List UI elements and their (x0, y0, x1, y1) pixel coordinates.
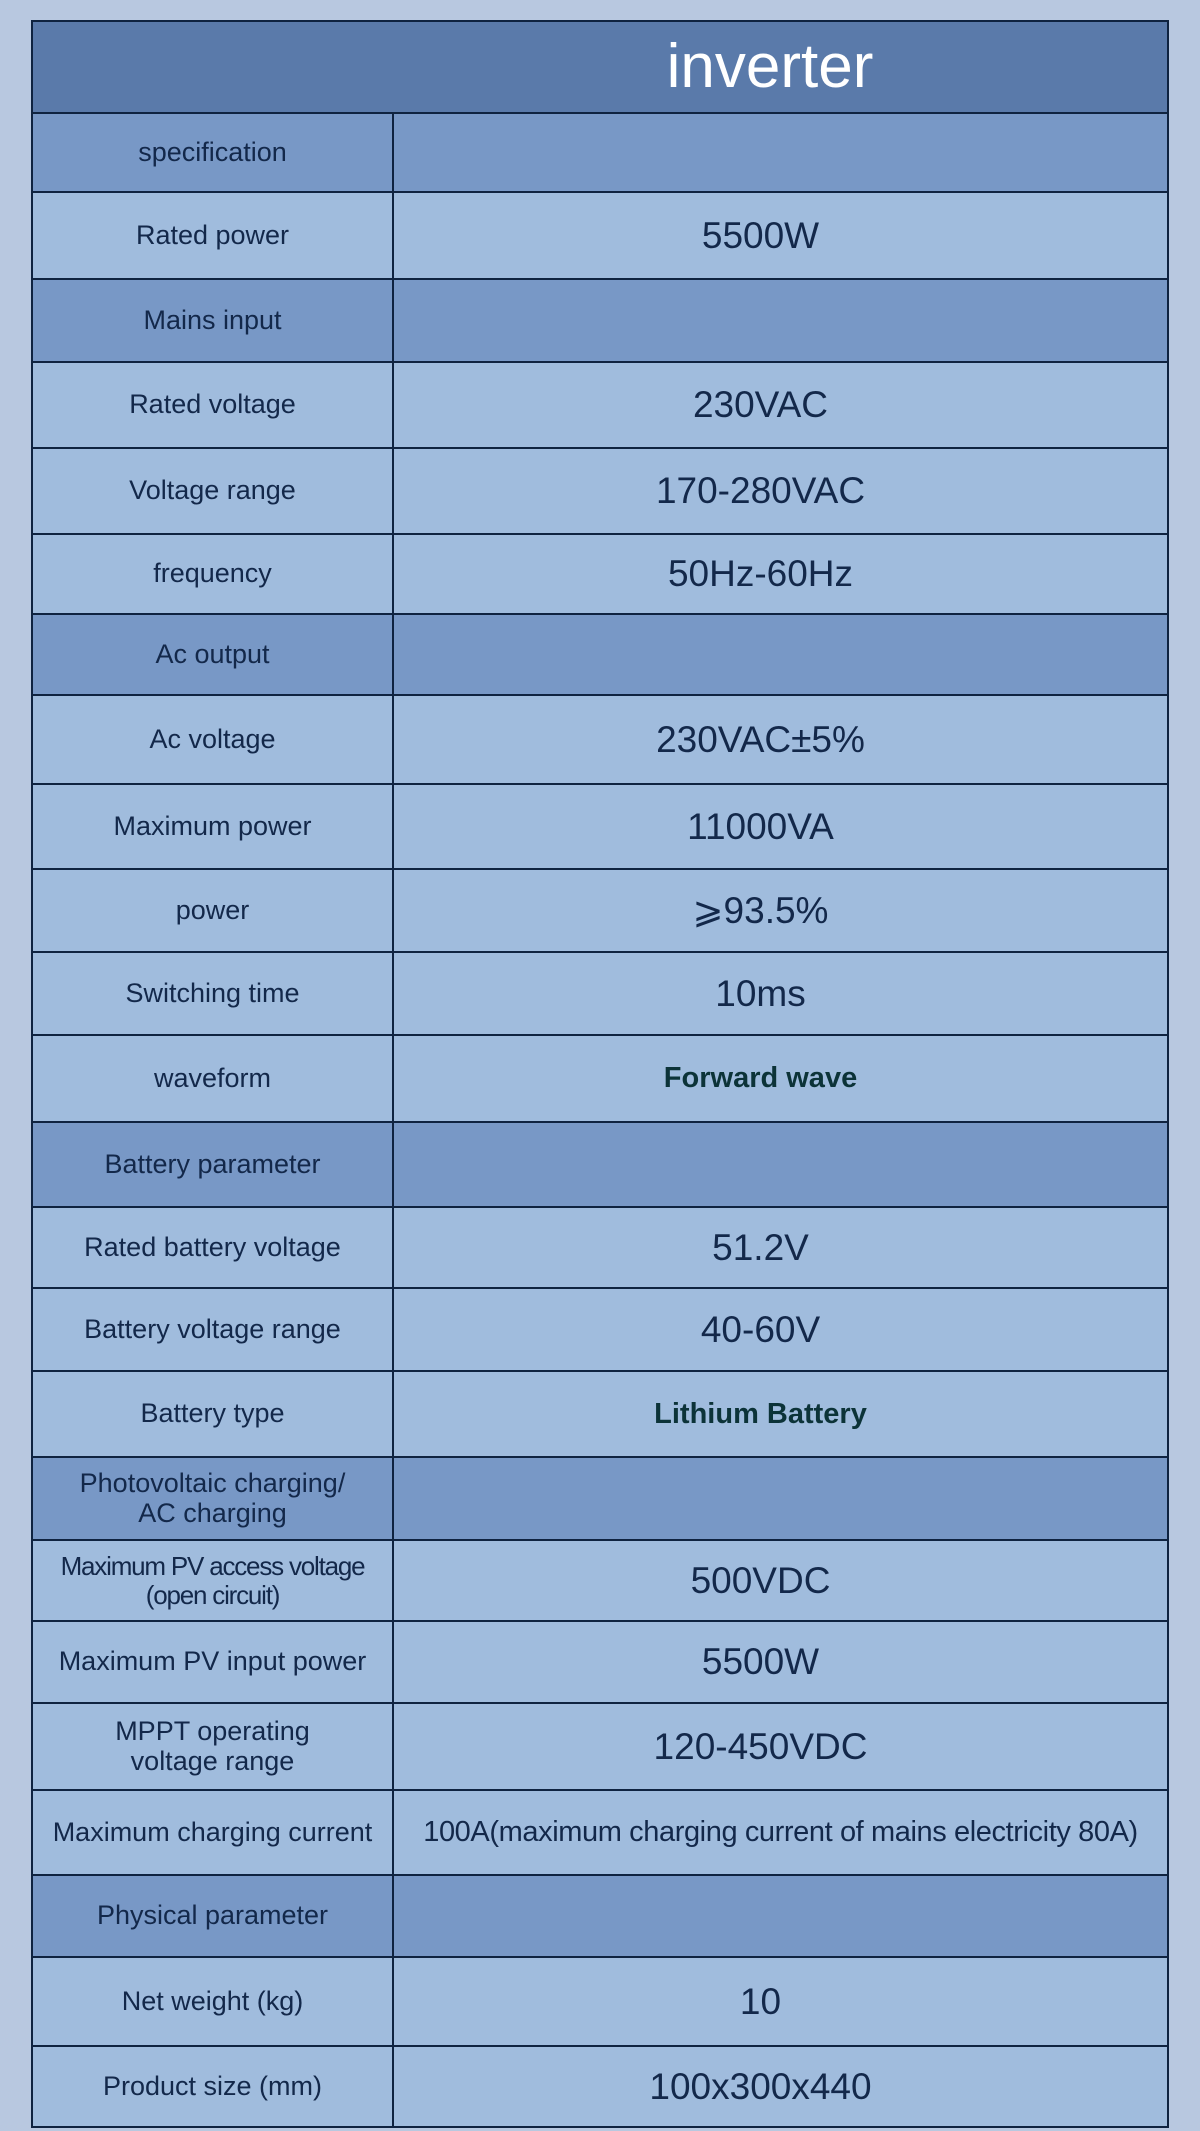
table-row-battery-type (33, 1372, 1167, 1458)
row-label: Rated voltage (33, 363, 394, 447)
row-value (394, 114, 1167, 191)
table-row-product-size (33, 2047, 1167, 2126)
row-label: frequency (33, 535, 394, 613)
row-value: Forward wave (663, 1062, 858, 1094)
table-row-battery-voltage-range (33, 1289, 1167, 1372)
table-row-voltage-range (33, 449, 1167, 535)
table-row-rated-battery-voltage (33, 1208, 1167, 1289)
row-value: ⩾93.5% (692, 890, 829, 931)
row-label: Battery type (33, 1372, 394, 1456)
row-label: power (33, 870, 394, 951)
row-label: Photovoltaic charging/ AC charging (33, 1458, 394, 1539)
table-row-power (33, 870, 1167, 953)
table-row-max-charging-current (33, 1791, 1167, 1876)
section-row-battery-parameter (33, 1123, 1167, 1208)
table-row-switching-time (33, 953, 1167, 1036)
row-value: Lithium Battery (654, 1397, 867, 1430)
row-value (394, 280, 1167, 361)
row-value: 10ms (715, 972, 806, 1014)
row-value: 5500W (701, 1641, 820, 1682)
table-row-max-pv-input-power (33, 1622, 1167, 1704)
row-value: 51.2V (712, 1226, 809, 1268)
row-value: 170-280VAC (655, 470, 866, 511)
row-value: 10 (739, 1980, 782, 2022)
table-row-waveform (33, 1036, 1167, 1123)
row-value: 230VAC±5% (656, 718, 865, 760)
row-label: Product size (mm) (33, 2047, 394, 2126)
row-label: Rated power (33, 193, 394, 278)
table-title: inverter (666, 32, 874, 101)
row-value (394, 1123, 1167, 1206)
table-row-maximum-power (33, 785, 1167, 870)
row-label: waveform (33, 1036, 394, 1121)
section-row-ac-output (33, 615, 1167, 696)
row-value: 500VDC (690, 1559, 831, 1601)
table-title-bar (33, 22, 1167, 114)
row-label: Battery parameter (33, 1123, 394, 1206)
table-row-ac-voltage (33, 696, 1167, 785)
row-value: 120-450VDC (653, 1725, 868, 1767)
row-value: 100A(maximum charging current of mains electricity 80A) (423, 1816, 1138, 1848)
section-row-specification (33, 114, 1167, 193)
row-label: Switching time (33, 953, 394, 1034)
row-label: Ac output (33, 615, 394, 694)
row-label: Maximum PV access voltage (open circuit) (33, 1541, 394, 1620)
row-label: MPPT operating voltage range (33, 1704, 394, 1789)
row-label: specification (33, 114, 394, 191)
table-row-rated-power (33, 193, 1167, 280)
row-value (394, 1458, 1167, 1539)
section-row-pv-ac-charging (33, 1458, 1167, 1541)
row-value (394, 615, 1167, 694)
table-row-mppt-voltage-range (33, 1704, 1167, 1791)
table-row-net-weight (33, 1958, 1167, 2047)
row-label: Voltage range (33, 449, 394, 533)
table-row-rated-voltage (33, 363, 1167, 449)
row-label: Mains input (33, 280, 394, 361)
table-row-frequency (33, 535, 1167, 615)
row-label: Physical parameter (33, 1876, 394, 1956)
row-label: Maximum PV input power (33, 1622, 394, 1702)
row-label: Ac voltage (33, 696, 394, 783)
row-value: 5500W (701, 214, 820, 256)
row-value: 100x300x440 (649, 2065, 872, 2107)
table-row-max-pv-access-voltage (33, 1541, 1167, 1622)
row-label: Maximum power (33, 785, 394, 868)
section-row-mains-input (33, 280, 1167, 363)
section-row-physical-parameter (33, 1876, 1167, 1958)
row-value: 230VAC (692, 384, 829, 425)
row-value: 11000VA (687, 805, 834, 847)
row-label: Maximum charging current (33, 1791, 394, 1874)
row-label: Net weight (kg) (33, 1958, 394, 2045)
spec-table (31, 20, 1169, 2128)
row-value: 50Hz-60Hz (667, 553, 854, 594)
row-label: Battery voltage range (33, 1289, 394, 1370)
row-value (394, 1876, 1167, 1956)
row-label: Rated battery voltage (33, 1208, 394, 1287)
row-value: 40-60V (700, 1308, 821, 1350)
